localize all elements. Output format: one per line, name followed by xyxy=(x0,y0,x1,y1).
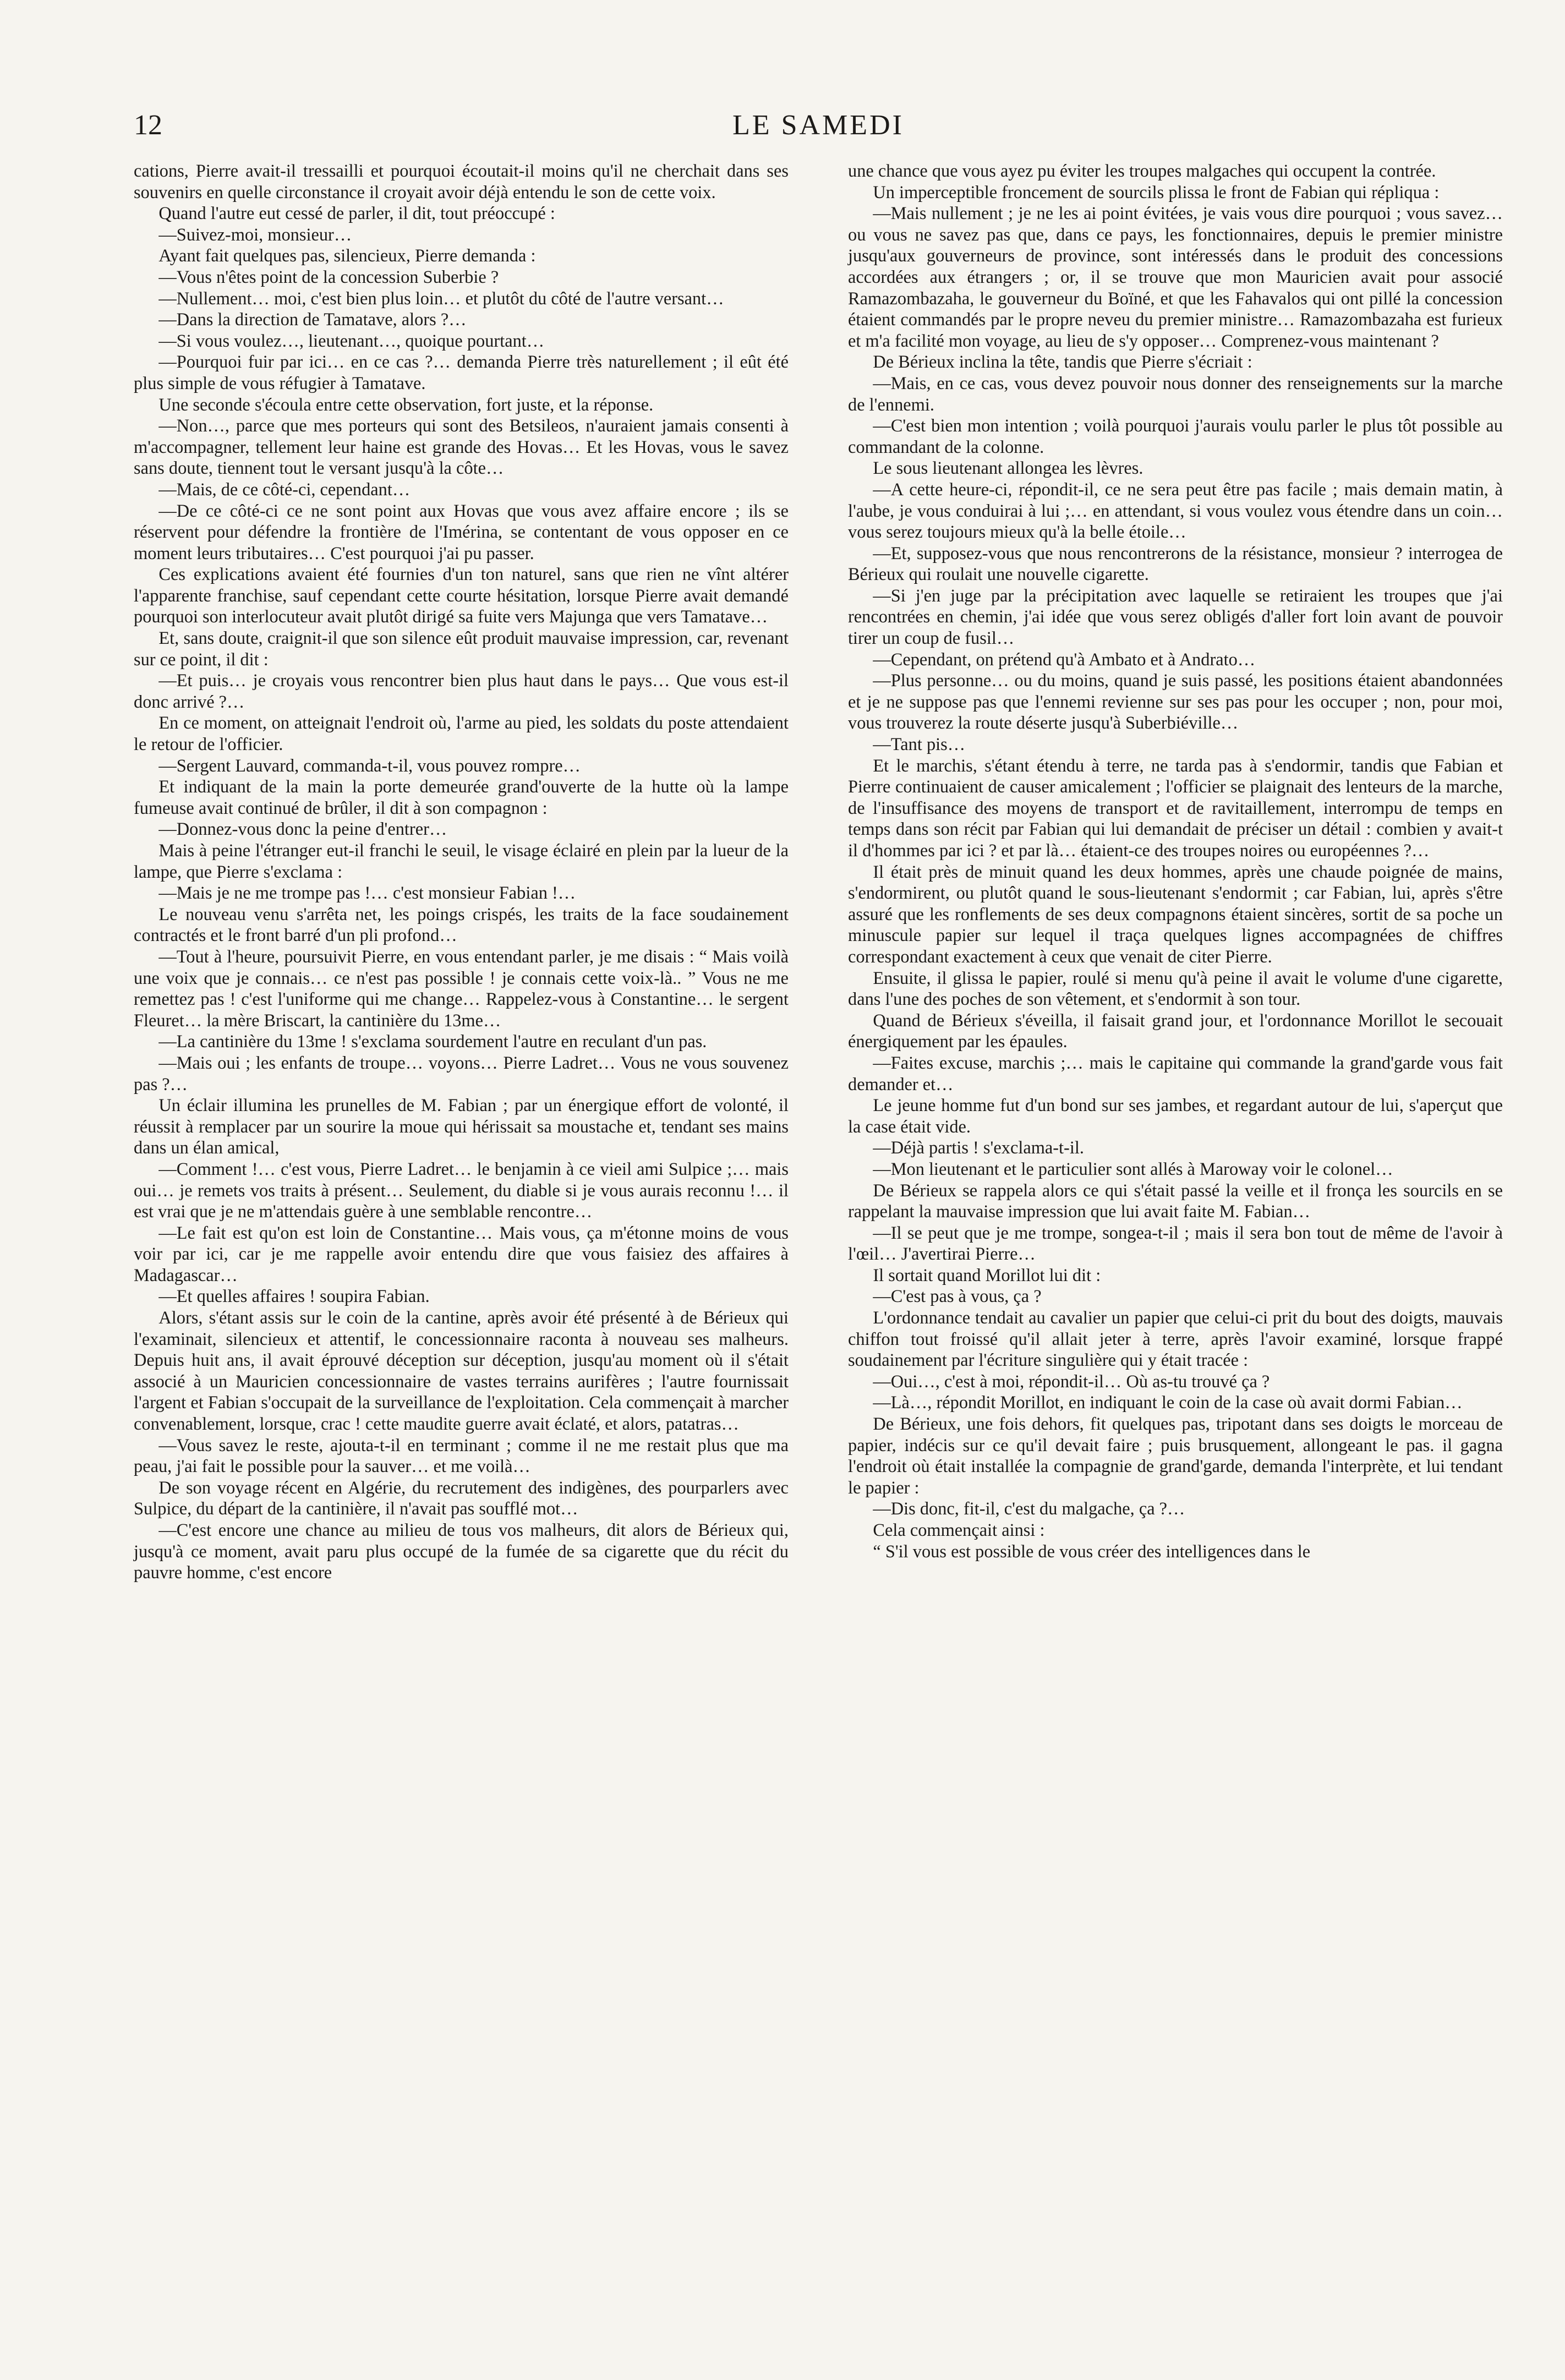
paragraph: Le jeune homme fut d'un bond sur ses jambes, et regardant autour de lui, s'aperçut que la case était vide. xyxy=(848,1096,1503,1137)
running-title: LE SAMEDI xyxy=(732,110,904,141)
paragraph: —Vous savez le reste, ajouta-t-il en terminant ; comme il ne me restait plus que ma peau, j'ai fait le possible pour la sauver… et me voilà… xyxy=(134,1435,789,1477)
paragraph: —Faites excuse, marchis ;… mais le capitaine qui commande la grand'garde vous fait demander et… xyxy=(848,1053,1503,1095)
paragraph: —Si vous voulez…, lieutenant…, quoique pourtant… xyxy=(158,331,545,351)
paragraph: Un imperceptible froncement de sourcils plissa le front de Fabian qui répliqua : xyxy=(873,182,1440,203)
text-column-right xyxy=(848,161,1503,1562)
paragraph: —Sergent Lauvard, commanda-t-il, vous pouvez rompre… xyxy=(158,756,581,776)
paragraph: Il sortait quand Morillot lui dit : xyxy=(873,1265,1101,1285)
paragraph: Mais à peine l'étranger eut-il franchi le seuil, le visage éclairé en plein par la lueur de la lampe, que Pierre s'exclama : xyxy=(134,841,789,882)
page-header xyxy=(134,109,1503,147)
paragraph: Cela commençait ainsi : xyxy=(873,1520,1045,1540)
paragraph: —La cantinière du 13me ! s'exclama sourdement l'autre en reculant d'un pas. xyxy=(158,1032,707,1052)
paragraph: —Plus personne… ou du moins, quand je suis passé, les positions étaient abandonnées et je ne suppose pas que l'ennemi revienne sur ses pas pour les occuper ; non, pour moi, vous trouverez la route déserte jusqu'à Suberbiéville… xyxy=(848,671,1503,734)
paragraph: Et indiquant de la main la porte demeurée grand'ouverte de la hutte où la lampe fumeuse avait continué de brûler, il dit à son compagnon : xyxy=(134,777,789,818)
paragraph: —Mon lieutenant et le particulier sont allés à Maroway voir le colonel… xyxy=(873,1159,1393,1179)
paragraph: Le sous lieutenant allongea les lèvres. xyxy=(873,458,1143,479)
paragraph: Ensuite, il glissa le papier, roulé si menu qu'à peine il avait le volume d'une cigarette, dans l'une des poches de son vêtement, et s'endormit à son tour. xyxy=(848,968,1503,1010)
paragraph: De Bérieux inclina la tête, tandis que Pierre s'écriait : xyxy=(873,352,1252,373)
paragraph: —Mais, de ce côté-ci, cependant… xyxy=(158,479,411,500)
paragraph: “ S'il vous est possible de vous créer des intelligences dans le xyxy=(873,1541,1311,1562)
paragraph: Un éclair illumina les prunelles de M. Fabian ; par un énergique effort de volonté, il réussit à remplacer par un sourire la moue qui hérissait sa moustache et, tendant ses mains dans un élan amical, xyxy=(134,1096,789,1158)
paragraph: Et, sans doute, craignit-il que son silence eût produit mauvaise impression, car, revenant sur ce point, il dit : xyxy=(134,628,789,670)
paragraph: —Mais nullement ; je ne les ai point évitées, je vais vous dire pourquoi ; vous savez… ou vous ne savez pas que, dans ce pays, les fonctionnaires, depuis le premier ministre jusqu'aux gouverneurs de province, sont intéressés dans le produit des concessions accordées aux étrangers ; or, il se trouve que mon Mauricien avait pour associé Ramazombazaha, le gouverneur du Boïné, et que les Fahavalos qui ont pillé la concession étaient commandés par le propre neveu du premier ministre… Ramazombazaha est furieux et m'a facilité mon voyage, au lieu de s'y opposer… Comprenez-vous maintenant ? xyxy=(848,204,1503,351)
paragraph: Ayant fait quelques pas, silencieux, Pierre demanda : xyxy=(158,246,536,266)
paragraph: De Bérieux, une fois dehors, fit quelques pas, tripotant dans ses doigts le morceau de papier, indécis sur ce qu'il devait faire ; puis brusquement, allongeant le pas. il gagna l'endroit où était installée la compagnie de grand'garde, demanda l'interprète, et lui tendant le papier : xyxy=(848,1414,1503,1498)
paragraph: Alors, s'étant assis sur le coin de la cantine, après avoir été présenté à de Bérieux qui l'examinait, silencieux et attentif, le concessionnaire raconta à nouveau ses malheurs. Depuis huit ans, il avait éprouvé déception sur déception, jusqu'au moment où il s'était associé à un Mauricien concessionnaire de vastes terrains aurifères ; l'autre fournissait l'argent et Fabian s'occupait de la surveillance de l'exploitation. Cela commençait à marcher convenablement, lorsque, crac ! cette maudite guerre avait éclaté, et alors, patatras… xyxy=(134,1308,789,1435)
paragraph: De Bérieux se rappela alors ce qui s'était passé la veille et il fronça les sourcils en se rappelant la mauvaise impression que lui avait faite M. Fabian… xyxy=(848,1180,1503,1222)
paragraph: —Cependant, on prétend qu'à Ambato et à Andrato… xyxy=(873,649,1256,670)
paragraph: —Le fait est qu'on est loin de Constantine… Mais vous, ça m'étonne moins de vous voir par ici, car je me rappelle avoir entendu dire que vous faisiez des affaires à Madagascar… xyxy=(134,1223,789,1285)
paragraph: —Mais je ne me trompe pas !… c'est monsieur Fabian !… xyxy=(158,883,576,904)
paragraph: —Et quelles affaires ! soupira Fabian. xyxy=(158,1287,430,1307)
paragraph: —C'est pas à vous, ça ? xyxy=(873,1287,1042,1307)
paragraph: Et le marchis, s'étant étendu à terre, ne tarda pas à s'endormir, tandis que Fabian et Pierre continuaient de causer amicalement ; l'officier se plaignait des lenteurs de la marche, de l'insuffisance des moyens de transport et de ravitaillement, interrompu de temps en temps dans son récit par Fabian qui lui demandait de préciser un détail : combien y avait-t il d'hommes par ici ? et par là… étaient-ce des troupes noires ou européennes ?… xyxy=(848,756,1503,861)
paragraph: L'ordonnance tendait au cavalier un papier que celui-ci prit du bout des doigts, mauvais chiffon tout froissé qu'il allait jeter à terre, après l'avoir examiné, lorsque frappé soudainement par l'écriture singulière qui y était tracée : xyxy=(848,1308,1503,1371)
text-column-left xyxy=(134,161,789,1584)
paragraph: —Oui…, c'est à moi, répondit-il… Où as-tu trouvé ça ? xyxy=(873,1371,1270,1392)
paragraph: —Pourquoi fuir par ici… en ce cas ?… demanda Pierre très naturellement ; il eût été plus simple de vous réfugier à Tamatave. xyxy=(134,352,789,393)
paragraph: une chance que vous ayez pu éviter les troupes malgaches qui occupent la contrée. xyxy=(848,161,1436,181)
paragraph: —Là…, répondit Morillot, en indiquant le coin de la case où avait dormi Fabian… xyxy=(873,1393,1463,1413)
paragraph: —Suivez-moi, monsieur… xyxy=(158,225,352,245)
paragraph: Quand de Bérieux s'éveilla, il faisait grand jour, et l'ordonnance Morillot le secouait énergiquement par les épaules. xyxy=(848,1010,1503,1052)
paragraph: Une seconde s'écoula entre cette observation, fort juste, et la réponse. xyxy=(158,395,654,415)
paragraph: —Tant pis… xyxy=(873,735,966,755)
paragraph: —Dans la direction de Tamatave, alors ?… xyxy=(158,310,467,330)
paragraph: —Il se peut que je me trompe, songea-t-il ; mais il sera bon tout de même de l'avoir à l'œil… J'avertirai Pierre… xyxy=(848,1223,1503,1265)
paragraph: Ces explications avaient été fournies d'un ton naturel, sans que rien ne vînt altérer l'apparente franchise, sauf cependant cette courte hésitation, lorsque Pierre avait demandé pourquoi son interlocuteur avait plutôt dirigé sa fuite vers Majunga que vers Tamatave… xyxy=(134,565,789,627)
paragraph: —C'est bien mon intention ; voilà pourquoi j'aurais voulu parler le plus tôt possible au commandant de la colonne. xyxy=(848,416,1503,457)
paragraph: cations, Pierre avait-il tressailli et pourquoi écoutait-il moins qu'il ne cherchait dans ses souvenirs en quelle circonstance il croyait avoir déjà entendu le son de cette voix. xyxy=(134,161,789,203)
paragraph: Quand l'autre eut cessé de parler, il dit, tout préoccupé : xyxy=(158,204,555,224)
paragraph: —A cette heure-ci, répondit-il, ce ne sera peut être pas facile ; mais demain matin, à l'aube, je vous conduirai à lui ;… en attendant, si vous voulez vous étendre dans un coin… vous serez toujours mieux qu'à la belle étoile… xyxy=(848,479,1503,543)
paragraph: Le nouveau venu s'arrêta net, les poings crispés, les traits de la face soudainement contractés et le front barré d'un pli profond… xyxy=(134,904,789,946)
paragraph: —Dis donc, fit-il, c'est du malgache, ça ?… xyxy=(873,1499,1185,1519)
paragraph: —Vous n'êtes point de la concession Suberbie ? xyxy=(158,267,499,287)
page-number: 12 xyxy=(134,110,162,141)
paragraph: —Mais oui ; les enfants de troupe… voyons… Pierre Ladret… Vous ne vous souvenez pas ?… xyxy=(134,1053,789,1095)
paragraph: —Mais, en ce cas, vous devez pouvoir nous donner des renseignements sur la marche de l'ennemi. xyxy=(848,373,1503,415)
paragraph: —Donnez-vous donc la peine d'entrer… xyxy=(158,819,447,840)
paragraph: —C'est encore une chance au milieu de tous vos malheurs, dit alors de Bérieux qui, jusqu'à ce moment, avait paru plus occupé de la fumée de sa cigarette que du récit du pauvre homme, c'est encore xyxy=(134,1520,789,1583)
paragraph: —Comment !… c'est vous, Pierre Ladret… le benjamin à ce vieil ami Sulpice ;… mais oui… je remets vos traits à présent… Seulement, du diable si je vous aurais reconnu !… il est vrai que je ne m'attendais guère à une semblable rencontre… xyxy=(134,1159,789,1222)
paragraph: —Nullement… moi, c'est bien plus loin… et plutôt du côté de l'autre versant… xyxy=(158,288,724,309)
paragraph: —Si j'en juge par la précipitation avec laquelle se retiraient les troupes que j'ai rencontrées en chemin, j'ai idée que vous serez obligés d'aller fort loin avant de pouvoir tirer un coup de fusil… xyxy=(848,586,1503,649)
paragraph: —Non…, parce que mes porteurs qui sont des Betsileos, n'auraient jamais consenti à m'accompagner, tellement leur haine est grande des Hovas… Et les Hovas, vous le savez sans doute, tiennent tout le versant jusqu'à la côte… xyxy=(134,416,789,479)
paragraph: En ce moment, on atteignait l'endroit où, l'arme au pied, les soldats du poste attendaient le retour de l'officier. xyxy=(134,713,789,755)
paragraph: —Déjà partis ! s'exclama-t-il. xyxy=(873,1138,1084,1158)
paragraph: De son voyage récent en Algérie, du recrutement des indigènes, des pourparlers avec Sulpice, du départ de la cantinière, il n'avait pas soufflé mot… xyxy=(134,1478,789,1519)
paragraph: —De ce côté-ci ce ne sont point aux Hovas que vous avez affaire encore ; ils se réservent pour défendre la frontière de l'Imérina, se contentant de vous opposer en ce moment leurs tributaires… C'est pourquoi j'ai pu passer. xyxy=(134,501,789,563)
paragraph: —Et puis… je croyais vous rencontrer bien plus haut dans le pays… Que vous est-il donc arrivé ?… xyxy=(134,671,789,712)
paragraph: Il était près de minuit quand les deux hommes, après une chaude poignée de mains, s'endormirent, ou plutôt quand le sous-lieutenant s'endormit ; car Fabian, lui, après s'être assuré que les ronflements de ses deux compagnons étaient sincères, sortit de sa poche un minuscule papier sur lequel il traça quelques lignes accompagnées de chiffres correspondant exactement à ceux que venait de citer Pierre. xyxy=(848,862,1503,967)
paragraph: —Et, supposez-vous que nous rencontrerons de la résistance, monsieur ? interrogea de Bérieux qui roulait une nouvelle cigarette. xyxy=(848,543,1503,585)
paragraph: —Tout à l'heure, poursuivit Pierre, en vous entendant parler, je me disais : “ Mais voilà une voix que je connais… ce n'est pas possible ! je connais cette voix-là.. ” Vous ne me remettez pas ! c'est l'uniforme qui me change… Rappelez-vous à Constantine… le sergent Fleuret… la mère Briscart, la cantinière du 13me… xyxy=(134,946,789,1031)
